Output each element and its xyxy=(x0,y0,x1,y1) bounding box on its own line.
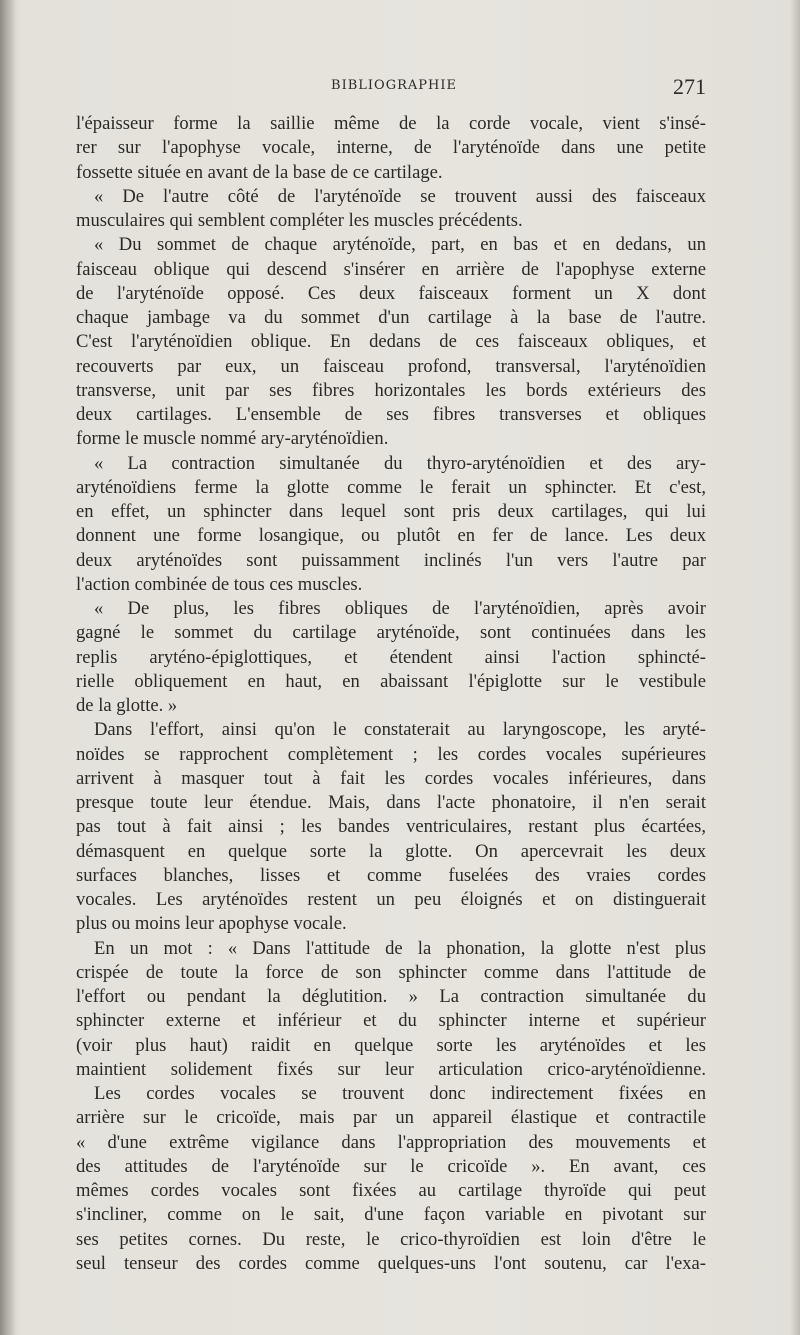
body-text xyxy=(76,112,706,1276)
text-line: arrivent à masquer tout à fait les cordes vocales inférieures, dans xyxy=(76,767,706,789)
text-line: mêmes cordes vocales sont fixées au cartilage thyroïde qui peut xyxy=(76,1180,706,1201)
text-line: l'effort ou pendant la déglutition. » La contraction simultanée du xyxy=(76,986,706,1007)
text-line: maintient solidement fixés sur leur articulation crico-aryténoïdienne. xyxy=(76,1058,706,1080)
text-line: crispée de toute la force de son sphincter comme dans l'attitude de xyxy=(76,961,706,983)
text-line: « Du sommet de chaque aryténoïde, part, en bas et en dedans, un xyxy=(94,234,706,256)
text-line: de l'aryténoïde opposé. Ces deux faisceaux forment un X dont xyxy=(76,282,706,304)
text-line: ses petites cornes. Du reste, le crico-thyroïdien est loin d'être le xyxy=(76,1228,706,1250)
text-line: rielle obliquement en haut, en abaissant l'épiglotte sur le vestibule xyxy=(76,670,706,692)
text-line: deux aryténoïdes sont puissamment inclinés l'un vers l'autre par xyxy=(76,549,706,571)
text-line: vocales. Les aryténoïdes restent un peu éloignés et on distinguerait xyxy=(76,889,706,910)
text-line: Dans l'effort, ainsi qu'on le constaterait au laryngoscope, les aryté- xyxy=(94,719,706,741)
text-line: noïdes se rapprochent complètement ; les cordes vocales supérieures xyxy=(76,743,706,765)
text-line: surfaces blanches, lisses et comme fuselées des vraies cordes xyxy=(76,864,706,886)
text-line: « d'une extrême vigilance dans l'appropriation des mouvements et xyxy=(76,1131,706,1153)
text-line: aryténoïdiens ferme la glotte comme le ferait un sphincter. Et c'est, xyxy=(76,476,706,498)
text-line: sphincter externe et inférieur et du sphincter interne et supérieur xyxy=(76,1010,706,1032)
text-line: l'action combinée de tous ces muscles. xyxy=(76,573,363,595)
text-line: seul tenseur des cordes comme quelques-uns l'ont soutenu, car l'exa- xyxy=(76,1252,706,1274)
text-line: en effet, un sphincter dans lequel sont pris deux cartilages, qui lui xyxy=(76,501,706,522)
text-line: presque toute leur étendue. Mais, dans l'acte phonatoire, il n'en serait xyxy=(76,792,706,813)
text-line: démasquent en quelque sorte la glotte. On apercevrait les deux xyxy=(76,840,706,862)
page-header xyxy=(76,74,712,98)
text-line: chaque jambage va du sommet d'un cartilage à la base de l'autre. xyxy=(76,307,706,328)
text-line: fossette située en avant de la base de ce cartilage. xyxy=(76,161,443,183)
text-line: En un mot : « Dans l'attitude de la phonation, la glotte n'est plus xyxy=(94,937,706,959)
text-line: Les cordes vocales se trouvent donc indirectement fixées en xyxy=(94,1083,706,1104)
text-line: deux cartilages. L'ensemble de ses fibres transverses et obliques xyxy=(76,404,706,425)
text-line: recouverts par eux, un faisceau profond, transversal, l'aryténoïdien xyxy=(76,355,706,377)
text-line: pas tout à fait ainsi ; les bandes ventriculaires, restant plus écartées, xyxy=(76,816,706,838)
text-line: transverse, unit par ses fibres horizontales les bords extérieurs des xyxy=(76,379,706,401)
text-line: rer sur l'apophyse vocale, interne, de l'aryténoïde dans une petite xyxy=(76,137,706,159)
text-line: forme le muscle nommé ary-aryténoïdien. xyxy=(76,428,389,450)
text-line: arrière sur le cricoïde, mais par un appareil élastique et contractile xyxy=(76,1107,706,1129)
text-line: gagné le sommet du cartilage aryténoïde, sont continuées dans les xyxy=(76,622,706,644)
text-line: plus ou moins leur apophyse vocale. xyxy=(76,913,347,935)
page-number: 271 xyxy=(673,74,706,99)
text-line: de la glotte. » xyxy=(76,695,178,716)
text-line: replis aryténo-épiglottiques, et étendent ainsi l'action sphincté- xyxy=(76,646,706,668)
text-line: s'incliner, comme on le sait, d'une façon variable en pivotant sur xyxy=(76,1204,706,1226)
book-binding-shadow xyxy=(0,0,16,1335)
running-head: BIBLIOGRAPHIE xyxy=(331,78,457,93)
page-edge-shadow xyxy=(790,0,800,1335)
text-line: « De l'autre côté de l'aryténoïde se trouvent aussi des faisceaux xyxy=(94,185,706,207)
text-line: « De plus, les fibres obliques de l'aryténoïdien, après avoir xyxy=(94,598,706,619)
text-line: (voir plus haut) raidit en quelque sorte les aryténoïdes et les xyxy=(76,1034,706,1056)
text-line: « La contraction simultanée du thyro-aryténoïdien et des ary- xyxy=(94,452,706,474)
text-line: C'est l'aryténoïdien oblique. En dedans de ces faisceaux obliques, et xyxy=(76,331,706,353)
text-line: faisceau oblique qui descend s'insérer en arrière de l'apophyse externe xyxy=(76,258,706,280)
text-line: l'épaisseur forme la saillie même de la corde vocale, vient s'insé- xyxy=(76,113,706,134)
text-line: musculaires qui semblent compléter les muscles précédents. xyxy=(76,210,523,231)
text-line: des attitudes de l'aryténoïde sur le cricoïde ». En avant, ces xyxy=(76,1155,706,1177)
text-line: donnent une forme losangique, ou plutôt en fer de lance. Les deux xyxy=(76,525,706,547)
